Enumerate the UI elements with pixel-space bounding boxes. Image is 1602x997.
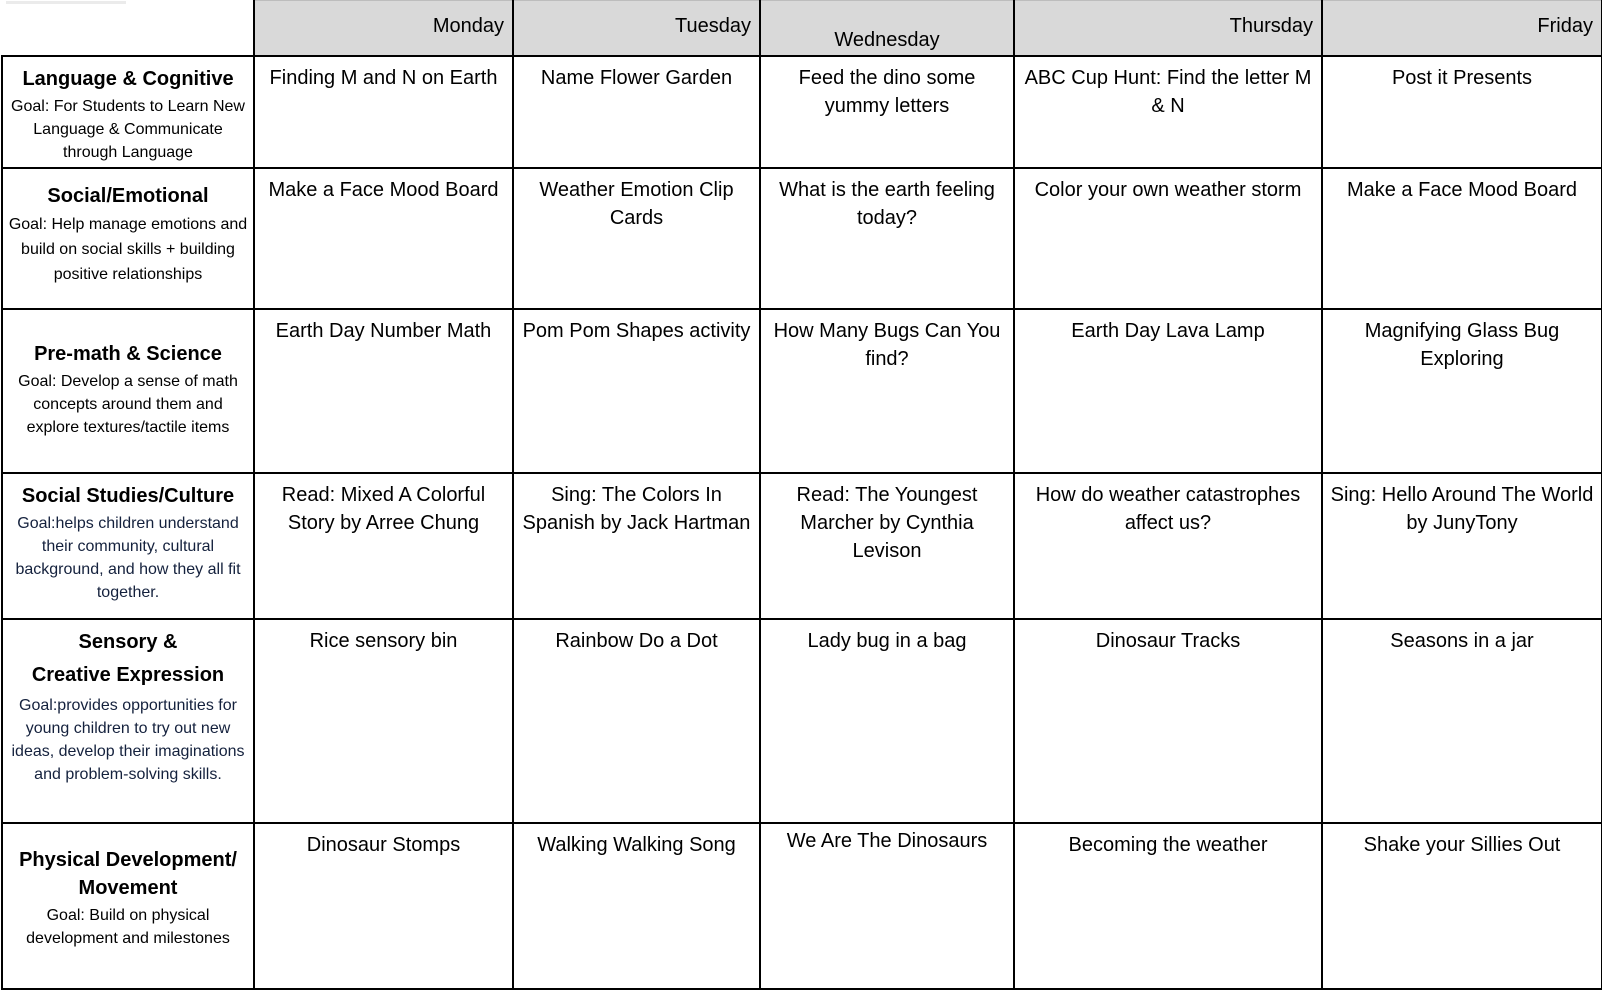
activity-cell bbox=[254, 473, 513, 619]
activity-text: Pom Pom Shapes activity bbox=[522, 320, 751, 342]
category-goal: Goal: Build on physical development and milestones bbox=[26, 907, 230, 947]
activity-text: Earth Day Number Math bbox=[275, 320, 492, 342]
activity-text: Weather Emotion Clip Cards bbox=[539, 179, 734, 229]
activity-text: Seasons in a jar bbox=[1390, 630, 1534, 652]
corner-tab bbox=[6, 1, 126, 4]
day-header-row bbox=[2, 1, 1602, 57]
category-title: Language & Cognitive bbox=[22, 68, 234, 90]
activity-cell bbox=[1322, 309, 1602, 473]
activity-text: Becoming the weather bbox=[1068, 834, 1268, 856]
activity-cell bbox=[1014, 619, 1322, 823]
table-row bbox=[2, 619, 1602, 823]
category-goal: Goal: Help manage emotions and build on social skills + building positive relationships bbox=[8, 216, 248, 283]
category-goal: Goal: For Students to Learn New Language & Communicate through Language bbox=[11, 98, 245, 161]
activity-cell bbox=[254, 309, 513, 473]
activity-text: How Many Bugs Can You find? bbox=[773, 320, 1001, 370]
activity-text: Dinosaur Tracks bbox=[1095, 630, 1241, 652]
activity-text: Color your own weather storm bbox=[1034, 179, 1302, 201]
category-title-line-2: Creative Expression bbox=[31, 664, 225, 686]
activity-text: Read: The Youngest Marcher by Cynthia Levison bbox=[796, 484, 978, 562]
day-header-cell bbox=[760, 1, 1014, 57]
activity-cell bbox=[513, 168, 760, 309]
day-header-cell bbox=[513, 1, 760, 57]
table-row bbox=[2, 168, 1602, 309]
activity-cell bbox=[760, 56, 1014, 168]
activity-cell bbox=[1322, 473, 1602, 619]
category-cell bbox=[2, 823, 254, 989]
activity-text: Earth Day Lava Lamp bbox=[1071, 320, 1265, 342]
activity-cell bbox=[513, 823, 760, 989]
activity-cell bbox=[1322, 619, 1602, 823]
activity-text: How do weather catastrophes affect us? bbox=[1035, 484, 1301, 534]
activity-text: We Are The Dinosaurs bbox=[786, 830, 988, 852]
category-goal: Goal: Develop a sense of math concepts around them and explore textures/tactile items bbox=[18, 373, 238, 436]
activity-text: Walking Walking Song bbox=[537, 834, 736, 856]
activity-text: Make a Face Mood Board bbox=[1346, 179, 1578, 201]
corner-cell bbox=[2, 1, 254, 57]
table-row bbox=[2, 56, 1602, 168]
day-header-tuesday: Tuesday bbox=[675, 15, 751, 37]
activity-cell bbox=[760, 473, 1014, 619]
activity-cell bbox=[513, 473, 760, 619]
activity-text: Make a Face Mood Board bbox=[268, 179, 499, 201]
day-header-thursday: Thursday bbox=[1229, 15, 1313, 37]
day-header-monday: Monday bbox=[432, 15, 504, 37]
activity-text: Feed the dino some yummy letters bbox=[798, 67, 976, 117]
category-title: Pre-math & Science bbox=[34, 343, 222, 365]
activity-cell bbox=[254, 823, 513, 989]
category-title: Social/Emotional bbox=[47, 185, 209, 207]
activity-cell bbox=[1322, 823, 1602, 989]
activity-cell bbox=[513, 56, 760, 168]
activity-text: Magnifying Glass Bug Exploring bbox=[1364, 320, 1560, 370]
category-cell bbox=[2, 619, 254, 823]
category-title: Social Studies/Culture bbox=[21, 485, 235, 507]
activity-cell bbox=[513, 309, 760, 473]
day-header-wednesday: Wednesday bbox=[834, 29, 940, 51]
activity-text: Rainbow Do a Dot bbox=[555, 630, 718, 652]
table-row bbox=[2, 823, 1602, 989]
activity-cell bbox=[254, 56, 513, 168]
category-cell bbox=[2, 309, 254, 473]
category-cell bbox=[2, 473, 254, 619]
day-header-cell bbox=[1014, 1, 1322, 57]
activity-text: Name Flower Garden bbox=[540, 67, 733, 89]
activity-text: Dinosaur Stomps bbox=[306, 834, 461, 856]
activity-cell bbox=[1322, 168, 1602, 309]
day-header-cell bbox=[254, 1, 513, 57]
category-title: Physical Development/ Movement bbox=[19, 849, 237, 899]
activity-text: ABC Cup Hunt: Find the letter M & N bbox=[1024, 67, 1312, 117]
activity-cell bbox=[1014, 823, 1322, 989]
day-header-friday: Friday bbox=[1537, 15, 1593, 37]
category-cell bbox=[2, 168, 254, 309]
category-goal: Goal:provides opportunities for young children to try out new ideas, develop their imaginations and problem-solving skills. bbox=[11, 697, 245, 783]
activity-text: Rice sensory bin bbox=[309, 630, 458, 652]
activity-text: What is the earth feeling today? bbox=[779, 179, 995, 229]
activity-text: Finding M and N on Earth bbox=[269, 67, 498, 89]
table-row bbox=[2, 473, 1602, 619]
activity-text: Sing: Hello Around The World by JunyTony bbox=[1330, 484, 1594, 534]
activity-text: Lady bug in a bag bbox=[807, 630, 967, 652]
category-goal: Goal:helps children understand their community, cultural background, and how they all fit together. bbox=[15, 515, 241, 601]
activity-text: Read: Mixed A Colorful Story by Arree Chung bbox=[281, 484, 486, 534]
activity-cell bbox=[1014, 309, 1322, 473]
day-header-cell bbox=[1322, 1, 1602, 57]
activity-cell bbox=[760, 619, 1014, 823]
activity-text: Post it Presents bbox=[1391, 67, 1533, 89]
activity-cell bbox=[513, 619, 760, 823]
activity-cell bbox=[1014, 56, 1322, 168]
activity-cell bbox=[760, 309, 1014, 473]
activity-cell bbox=[760, 168, 1014, 309]
weekly-lesson-plan-table bbox=[1, 0, 1602, 990]
category-cell bbox=[2, 56, 254, 168]
activity-cell bbox=[760, 823, 1014, 989]
activity-cell bbox=[1322, 56, 1602, 168]
activity-cell bbox=[254, 168, 513, 309]
activity-text: Shake your Sillies Out bbox=[1363, 834, 1561, 856]
activity-text: Sing: The Colors In Spanish by Jack Hartman bbox=[522, 484, 751, 534]
activity-cell bbox=[1014, 168, 1322, 309]
activity-cell bbox=[1014, 473, 1322, 619]
activity-cell bbox=[254, 619, 513, 823]
category-title-line-1: Sensory & bbox=[78, 631, 178, 653]
table-row bbox=[2, 309, 1602, 473]
